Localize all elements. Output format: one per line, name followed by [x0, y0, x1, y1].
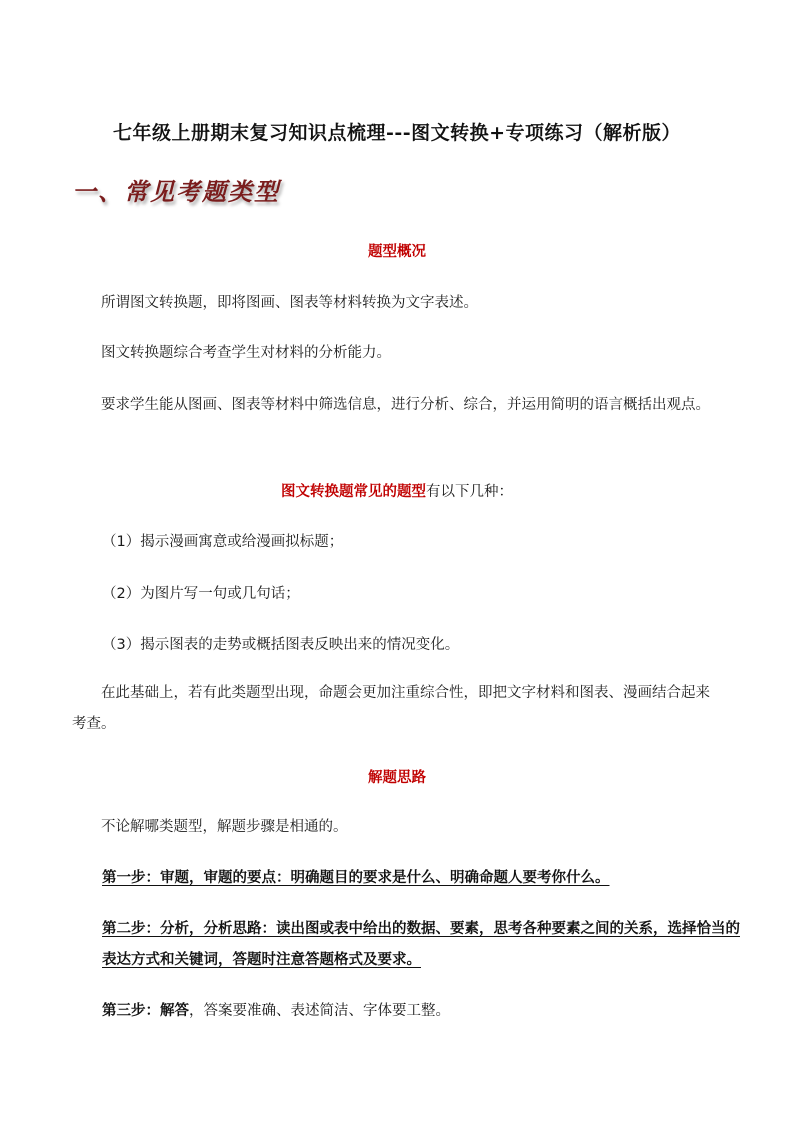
types-heading [0, 480, 794, 501]
section-heading [72, 172, 292, 212]
step-1-text: 第一步：审题，审题的要点：明确题目的要求是什么、明确命题人要考你什么。 [102, 870, 610, 886]
step-1 [102, 863, 740, 894]
overview-paragraph-2: 图文转换题综合考查学生对材料的分析能力。 [101, 345, 391, 361]
approach-heading: 解题思路 [368, 770, 426, 786]
step-3 [102, 996, 740, 1027]
approach-intro: 不论解哪类题型，解题步骤是相通的。 [101, 819, 348, 835]
section-heading-text: 一、常见考题类型 [72, 177, 280, 206]
document-title: 七年级上册期末复习知识点梳理---图文转换+专项练习（解析版） [112, 122, 682, 144]
overview-paragraph-1: 所谓图文转换题，即将图画、图表等材料转换为文字表述。 [101, 295, 478, 311]
types-heading-highlight: 图文转换题常见的题型 [281, 484, 426, 500]
types-summary: 在此基础上，若有此类题型出现，命题会更加注重综合性，即把文字材料和图表、漫画结合起来考查。 [72, 685, 710, 732]
step-3-label: 第三步：解答 [102, 1003, 189, 1019]
step-2 [102, 914, 740, 976]
overview-paragraph-3: 要求学生能从图画、图表等材料中筛选信息，进行分析、综合，并运用简明的语言概括出观点。 [101, 397, 710, 413]
type-item-3: （3）揭示图表的走势或概括图表反映出来的情况变化。 [102, 637, 460, 653]
types-heading-rest: 有以下几种： [426, 484, 513, 500]
type-item-2: （2）为图片写一句或几句话； [102, 586, 300, 602]
type-item-1: （1）揭示漫画寓意或给漫画拟标题； [102, 534, 344, 550]
step-2-text: 第二步：分析，分析思路：读出图或表中给出的数据、要素，思考各种要素之间的关系，选择恰当的表达方式和关键词，答题时注意答题格式及要求。 [102, 921, 740, 968]
overview-heading: 题型概况 [368, 244, 426, 260]
step-3-text: ，答案要准确、表述简洁、字体要工整。 [189, 1003, 450, 1019]
